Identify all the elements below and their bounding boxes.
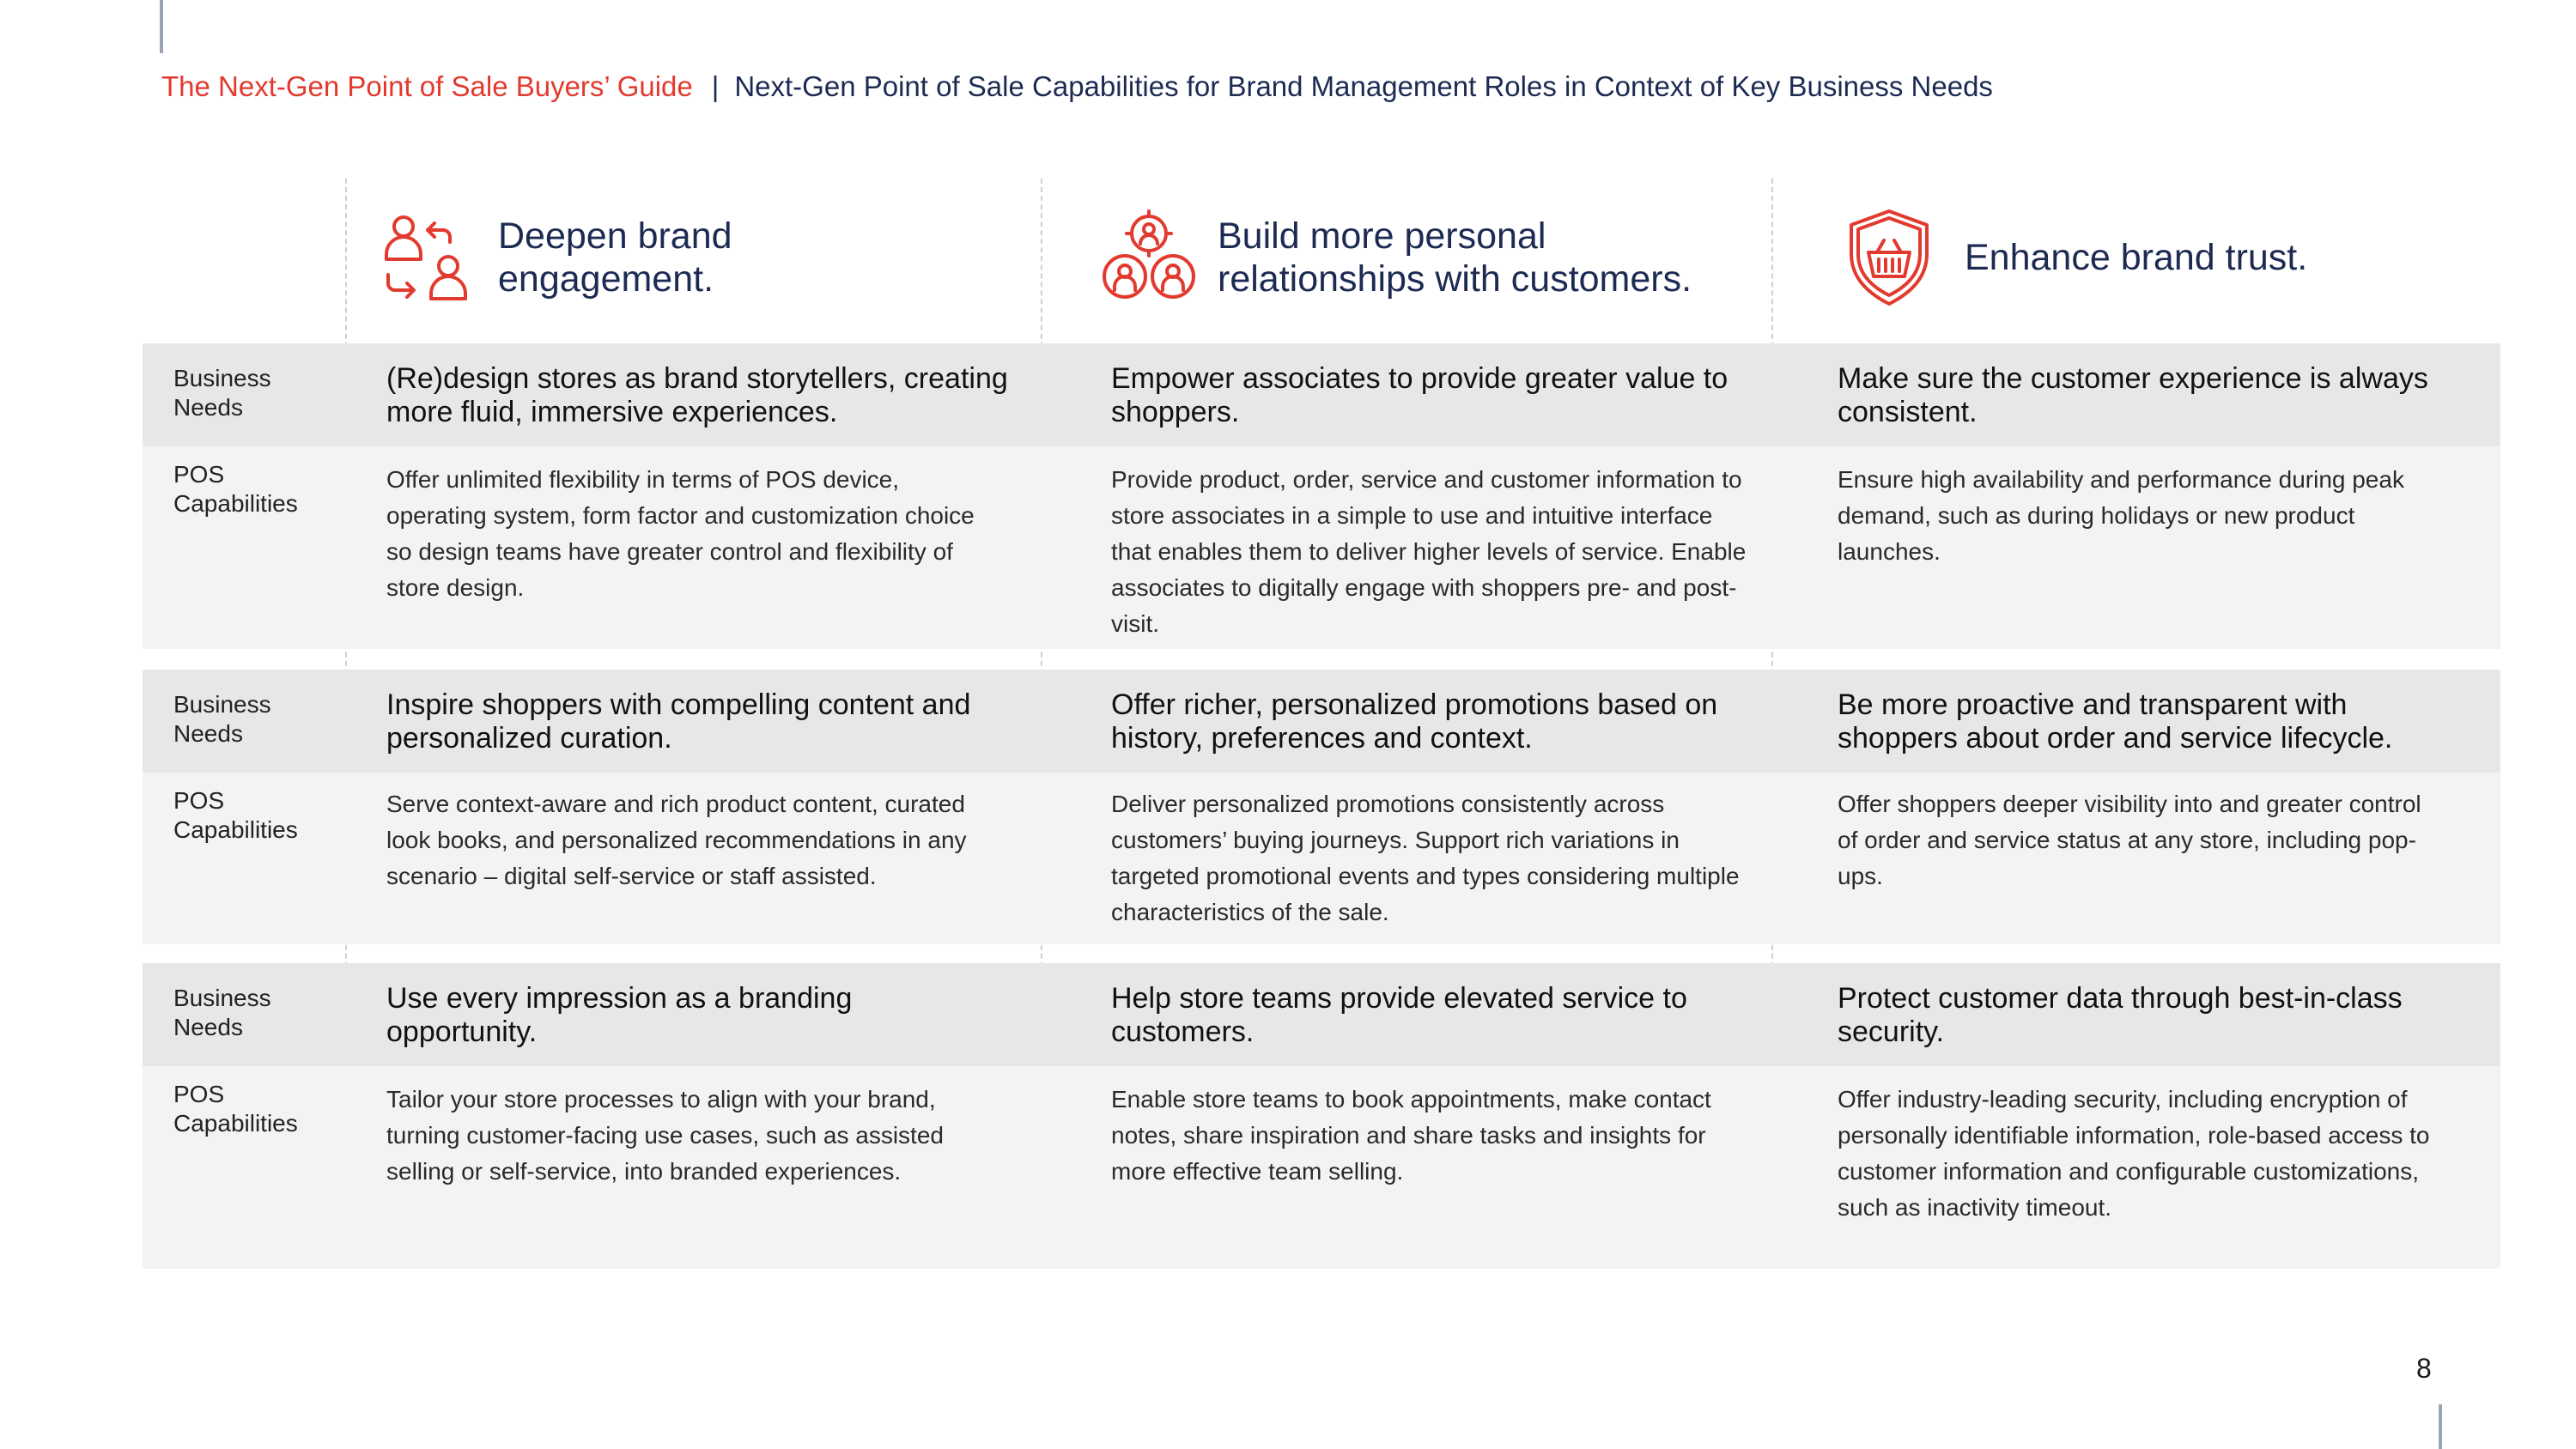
top-accent-line xyxy=(160,0,163,53)
business-needs-row xyxy=(143,670,2500,773)
business-need-cell: Offer richer, personalized promotions based on history, preferences and context. xyxy=(1111,688,1718,755)
column-heading-label: Build more personal relationships with customers. xyxy=(1218,215,1692,300)
pos-capabilities-row xyxy=(143,446,2500,649)
pos-capability-cell: Tailor your store processes to align with your brand, turning customer-facing use cases, such as assisted selling or self-service, into branded experiences. xyxy=(386,1086,944,1185)
pos-capability-cell: Serve context-aware and rich product content, curated look books, and personalized recommendations in any scenario – digital self-service or staff assisted. xyxy=(386,791,967,889)
column-heading-label: Enhance brand trust. xyxy=(1965,237,2308,278)
column-heading-2 xyxy=(1097,197,1767,318)
business-need-cell: Use every impression as a branding opportunity. xyxy=(386,982,853,1048)
pos-capability-cell: Enable store teams to book appointments, make contact notes, share inspiration and share tasks and insights for more effective team selling. xyxy=(1111,1086,1711,1185)
business-need-cell: Inspire shoppers with compelling content and personalized curation. xyxy=(386,688,971,755)
pos-capability-cell: Offer shoppers deeper visibility into and greater control of order and service status at any store, including pop-ups. xyxy=(1838,791,2421,889)
pos-capability-cell: Offer industry-leading security, including encryption of personally identifiable information, role-based access to customer information and configurable customizations, such as inactivity timeout. xyxy=(1838,1086,2430,1221)
business-need-cell: Be more proactive and transparent with shoppers about order and service lifecycle. xyxy=(1838,688,2393,755)
header-separator: | xyxy=(711,70,720,102)
table-block-2 xyxy=(143,670,2500,944)
business-needs-row xyxy=(143,343,2500,446)
pos-capabilities-row xyxy=(143,773,2500,944)
page-subtitle: Next-Gen Point of Sale Capabilities for Brand Management Roles in Context of Key Business Needs xyxy=(734,70,1993,102)
pos-capability-cell: Offer unlimited flexibility in terms of POS device, operating system, form factor and customization choice so design teams have greater control and flexibility of store design. xyxy=(386,466,975,601)
people-exchange-icon xyxy=(378,206,481,309)
pos-capability-cell: Ensure high availability and performance during peak demand, such as during holidays or new product launches. xyxy=(1838,466,2404,565)
business-need-cell: Empower associates to provide greater value to shoppers. xyxy=(1111,362,1728,428)
page-number: 8 xyxy=(2416,1353,2432,1384)
pos-capability-cell: Deliver personalized promotions consistently across customers’ buying journeys. Support rich variations in targeted promotional events and types considering multiple characteristics of the sale. xyxy=(1111,791,1740,925)
business-need-cell: (Re)design stores as brand storytellers, creating more fluid, immersive experiences. xyxy=(386,362,1008,428)
business-needs-label: Business Needs xyxy=(173,365,271,421)
column-heading-1 xyxy=(378,197,996,318)
business-need-cell: Make sure the customer experience is always consistent. xyxy=(1838,362,2428,428)
business-needs-label: Business Needs xyxy=(173,691,271,747)
pos-capabilities-label: POS Capabilities xyxy=(173,787,298,843)
business-need-cell: Help store teams provide elevated service to customers. xyxy=(1111,982,1687,1048)
business-needs-row xyxy=(143,963,2500,1066)
shield-basket-icon xyxy=(1838,206,1941,309)
table-block-3 xyxy=(143,963,2500,1269)
column-heading-3 xyxy=(1838,197,2456,318)
pos-capability-cell: Provide product, order, service and customer information to store associates in a simple to use and intuitive interface that enables them to deliver higher levels of service. Enable associates to digitally engage with shoppers pre- and post- visit. xyxy=(1111,466,1747,637)
business-need-cell: Protect customer data through best-in-class security. xyxy=(1838,982,2403,1048)
guide-title: The Next-Gen Point of Sale Buyers’ Guide xyxy=(161,70,693,102)
page-header xyxy=(161,70,1993,103)
pos-capabilities-row xyxy=(143,1066,2500,1269)
customer-network-icon xyxy=(1097,206,1200,309)
bottom-accent-line xyxy=(2439,1404,2442,1449)
table-block-1 xyxy=(143,343,2500,649)
column-heading-label: Deepen brand engagement. xyxy=(498,215,732,300)
business-needs-label: Business Needs xyxy=(173,985,271,1040)
pos-capabilities-label: POS Capabilities xyxy=(173,1081,298,1137)
pos-capabilities-label: POS Capabilities xyxy=(173,461,298,517)
